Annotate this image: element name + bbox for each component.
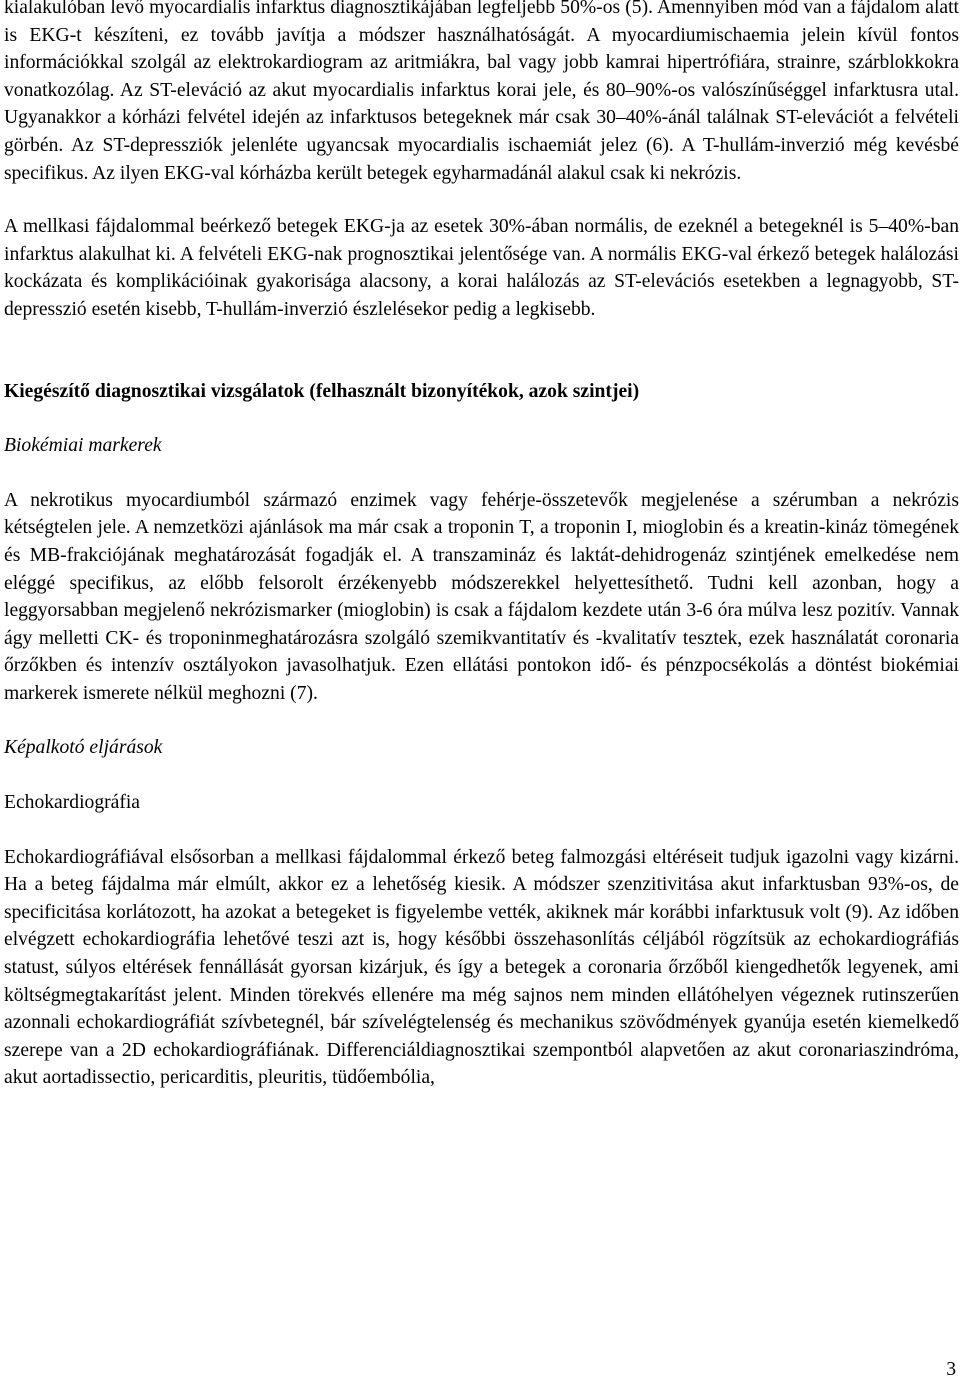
- subheading-imaging: Képalkotó eljárások: [4, 737, 163, 759]
- body-paragraph-biochemical-markers: A nekrotikus myocardiumból származó enzimek vagy fehérje-összetevők megjelenése a szérumban a nekrózis kétségtelen jele. A nemzetközi ajánlások ma már csak a troponin T, a troponin I, mioglobin és a kreatin-kináz tömegének és MB-frakciójának meghatározását fogadják el. A transzamináz és laktát-dehidrogenáz szintjének emelkedése nem eléggé specifikus, az előbb felsorolt érzékenyebb módszerekkel helyettesíthető. Tudni kell azonban, hogy a leggyorsabban megjelenő nekrózismarker (mioglobin) is csak a fájdalom kezdete után 3-6 óra múlva lesz pozitív. Vannak ágy melletti CK- és troponinmeghatározásra szolgáló szemikvantitatív és -kvalitatív tesztek, ezek használatát coronaria őrzőkben és intenzív osztályokon javasolhatjuk. Ezen ellátási pontokon idő- és pénzpocsékolás a döntést biokémiai markerek ismerete nélkül meghozni (7).: [4, 489, 959, 704]
- document-page: [4, 0, 959, 1092]
- paragraph-spacer: [4, 460, 959, 487]
- paragraph-spacer: [4, 762, 959, 789]
- body-paragraph-admission-ekg: A mellkasi fájdalommal beérkező betegek EKG-ja az esetek 30%-ában normális, de ezeknél a betegeknél is 5–40%-ban infarktus alakulhat ki. A felvételi EKG-nak prognosztikai jelentősége van. A normális EKG-val érkező betegek halálozási kockázata és komplikációinak gyakorisága alacsony, a korai halálozás az ST-elevációs esetekben a legnagyobb, ST-depresszió esetén kisebb, T-hullám-inverzió észlelésekor pedig a legkisebb.: [4, 216, 959, 320]
- paragraph-spacer: [4, 405, 959, 432]
- subheading-biochemical-markers: Biokémiai markerek: [4, 435, 162, 457]
- body-paragraph-echocardiography: Echokardiográfiával elsősorban a mellkasi fájdalommal érkező beteg falmozgási eltéréseit tudjuk igazolni vagy kizárni. Ha a beteg fájdalma már elmúlt, akkor ez a lehetőség kiesik. A módszer szenzitivitása akut infarktusban 93%-os, de specificitása korlátozott, ha azokat a betegeket is figyelembe vették, akiknek már korábbi infarktusuk volt (9). Az időben elvégzett echokardiográfia lehetővé teszi azt is, hogy későbbi összehasonlítás céljából rögzítsük az echokardiográfiás statust, súlyos eltérések fennállását gyorsan kizárjuk, és így a betegek a coronaria őrzőből kiengedhetők legyenek, ami költségmegtakarítást jelent. Minden törekvés ellenére ma még sajnos nem minden ellátóhelyen végeznek rutinszerűen azonnali echokardiográfiát szívbetegnél, bár szívelégtelenség és mechanikus szövődmények gyanúja esetén kiemelkedő szerepe van a 2D echokardiográfiának. Differenciáldiagnosztikai szempontból alapvetően az akut coronariaszindróma, akut aortadissectio, pericarditis, pleuritis, tüdőembólia,: [4, 846, 959, 1089]
- page-number: 3: [946, 1359, 956, 1380]
- paragraph-spacer: [4, 707, 959, 734]
- section-spacer: [4, 324, 959, 378]
- subheading-echocardiography: Echokardiográfia: [4, 792, 140, 814]
- paragraph-spacer: [4, 817, 959, 844]
- paragraph-spacer: [4, 187, 959, 213]
- body-paragraph-ekg-diagnostics: kialakulóban levő myocardialis infarktus diagnosztikájában legfeljebb 50%-os (5). Amennyiben mód van a fájdalom alatt is EKG-t készíteni, ez tovább javítja a módszer használhatóságát. A myocardiumischaemia jelein kívül fontos információkkal szolgál az elektrokardiogram az aritmiákra, bal vagy jobb kamrai hipertrófiára, strainre, szárblokkokra vonatkozólag. Az ST-eleváció az akut myocardialis infarktus korai jele, és 80–90%-os valószínűséggel infarktusra utal. Ugyanakkor a kórházi felvétel idején az infarktusos betegeknek már csak 30–40%-ánál találnak ST-elevációt a felvételi görbén. Az ST-depressziók jelenléte ugyancsak myocardialis ischaemiát jelez (6). A T-hullám-inverzió még kevésbé specifikus. Az ilyen EKG-val kórházba került betegek egyharmadánál alakul csak ki nekrózis.: [4, 0, 959, 184]
- section-heading: Kiegészítő diagnosztikai vizsgálatok (felhasznált bizonyítékok, azok szintjei): [4, 380, 640, 402]
